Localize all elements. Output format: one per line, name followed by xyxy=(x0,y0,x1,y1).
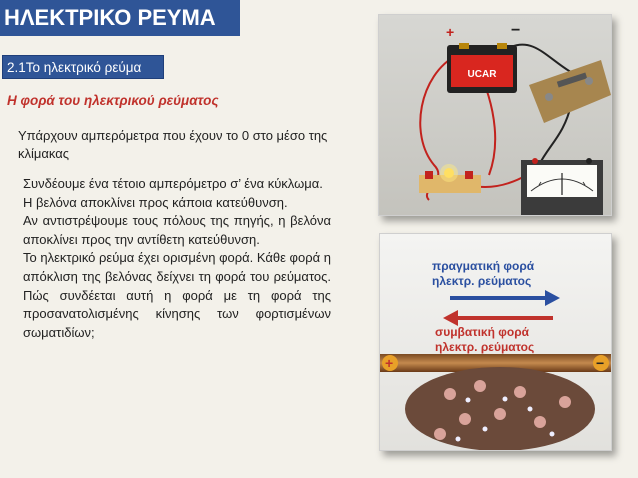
body-text xyxy=(23,175,331,342)
real-flow-label: ηλεκτρ. ρεύματος xyxy=(432,274,532,288)
real-flow-label: πραγματική φορά xyxy=(432,259,535,273)
plus-sign: + xyxy=(446,24,455,40)
minus-sign: − xyxy=(596,355,605,371)
plus-sign: + xyxy=(385,355,394,371)
battery xyxy=(447,43,517,93)
circuit-photo xyxy=(378,14,612,216)
minus-sign: − xyxy=(511,22,521,39)
flow-illustration xyxy=(380,234,611,450)
section-label: 2.1Το ηλεκτρικό ρεύμα xyxy=(2,55,164,79)
slide-heading: Η φορά του ηλεκτρικού ρεύματος xyxy=(7,93,219,108)
body-paragraph: Η βελόνα αποκλίνει προς κάποια κατεύθυνση. xyxy=(23,194,288,210)
circuit-illustration xyxy=(379,15,611,215)
intro-text: Υπάρχουν αμπερόμετρα που έχουν το 0 στο μέσο της κλίμακας xyxy=(18,128,328,161)
slide-title: ΗΛΕΚΤΡΙΚΟ ΡΕΥΜΑ xyxy=(0,0,240,36)
body-paragraph: Αν αντιστρέψουμε τους πόλους της πηγής, η βελόνα αποκλίνει προς την αντίθετη κατεύθυνση. xyxy=(23,213,331,247)
battery-label: UCAR xyxy=(467,69,497,80)
ammeter xyxy=(521,158,603,215)
current-flow-diagram xyxy=(379,233,612,451)
conventional-flow-label: συμβατική φορά xyxy=(435,325,529,339)
body-paragraph: Το ηλεκτρικό ρεύμα έχει ορισμένη φορά. Κάθε φορά η απόκλιση της βελόνας δείχνει τη φορά του ρεύματος. Πώς συνδέεται αυτή η φορά με τη φορά της προσανατολισμένης κίνησης των φορτισμένων σωματιδίων; xyxy=(23,250,331,340)
conventional-flow-label: ηλεκτρ. ρεύματος xyxy=(435,340,535,354)
body-paragraph: Συνδέουμε ένα τέτοιο αμπερόμετρο σ’ ένα κύκλωμα. xyxy=(23,176,323,191)
